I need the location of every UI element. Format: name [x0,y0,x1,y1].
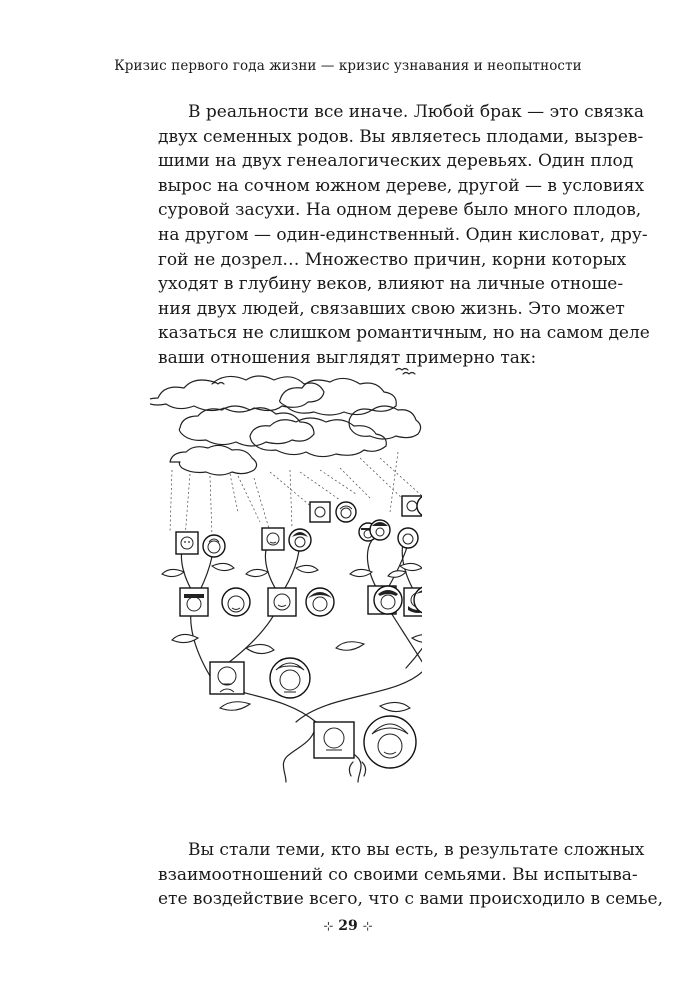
clouds [150,376,421,475]
text-line: Вы стали теми, кто вы есть, в результате сложных [188,840,645,860]
paragraph-2 [158,838,663,912]
text-line: ете воздействие всего, что с вами происходило в семье, [158,889,663,910]
text-line: В реальности все иначе. Любой брак — это связка [188,102,645,122]
text-line: суровой засухи. На одном дереве было много плодов, [158,200,642,221]
text-line: ния двух людей, связавших свою жизнь. Это может [158,298,625,319]
paragraph-1 [158,100,650,371]
ornament-icon: ⊹ [362,919,373,933]
text-line: казаться не слишком романтичным, но на самом деле [158,323,650,344]
birds [212,369,415,385]
page-number [0,918,696,934]
text-line: на другом — один-единственный. Один кисловат, дру- [158,224,648,245]
text-line: ваши отношения выглядят примерно так: [158,347,537,368]
text-line: вырос на сочном южном дереве, другой — в условиях [158,175,645,196]
text-line: взаимоотношений со своими семьями. Вы испытыва- [158,864,638,885]
running-head: Кризис первого года жизни — кризис узнавания и неопытности [114,58,582,74]
text-line: уходят в глубину веков, влияют на личные отноше- [158,274,624,295]
text-line: гой не дозрел… Множество причин, корни которых [158,249,627,270]
text-line: шими на двух генеалогических деревьях. Один плод [158,151,634,172]
page-number-value: 29 [338,918,358,934]
text-line: двух семенных родов. Вы являетесь плодами, вызрев- [158,126,644,147]
portrait-frame [314,722,354,758]
family-tree-illustration [150,362,422,822]
portraits [176,495,422,698]
ornament-icon: ⊹ [323,919,334,933]
